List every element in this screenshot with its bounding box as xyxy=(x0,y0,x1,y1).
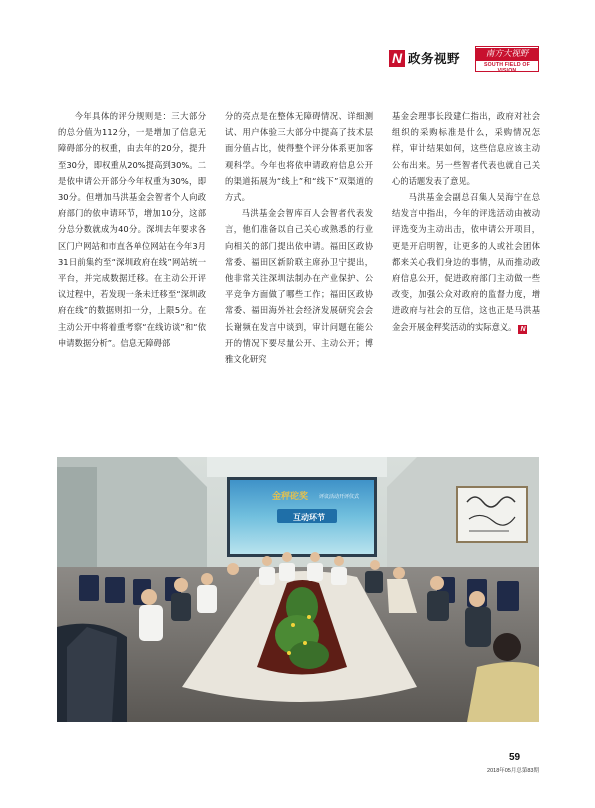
article-column-2 xyxy=(225,108,373,367)
publication-logo xyxy=(475,46,539,72)
article-column-3 xyxy=(392,108,540,335)
publication-name-cn: 南方大视野 xyxy=(476,48,538,61)
meeting-photo-illustration xyxy=(57,457,539,722)
article-paragraph-text: 马洪基金会副总召集人吴海宁在总结发言中指出，今年的评选活动由被动评选变为主动出击，依申请公开项目，更是开启明智，让更多的人或社会团体都来关心我们身边的事情，从而推动政府信息公开，促进政府部门主动做一些改变，加强公众对政府的监督力度，增进政府与社会的互信，这也正是马洪基金会开展金秤奖活动的实际意义。 xyxy=(392,192,540,332)
article-paragraph: 分的亮点是在整体无障碍情况、详细测试、用户体验三大部分中提高了技术层面分值占比，使得整个评分体系更加客观科学。今年也将依申请政府信息公开的渠道拓展为“线上”和“线下”双渠道的方式。 xyxy=(225,111,373,203)
meeting-photo xyxy=(57,457,539,722)
screen-banner: 互动环节 xyxy=(293,513,325,522)
publication-name-en: SOUTH FIELD OF VISION xyxy=(483,62,531,74)
end-of-article-mark: N xyxy=(520,325,526,333)
page-number: 59 xyxy=(509,752,521,763)
article-column-1 xyxy=(58,108,206,351)
article-paragraph: 今年具体的评分规则是：三大部分的总分值为112分，一是增加了信息无障碍部分的权重，由去年的20分，提升至30分，即权重从20%提高到30%。二是依申请公开部分今年权重为30%，即30分。但增加马洪基金会智者个人向政府部门的依申请环节，增加10分，这部分总分数就成为40分。深圳去年要求各区门户网站和市直各单位网站在今年3月31日前集约至“深圳政府在线”网站统一平台，并完成数据迁移。在主动公开评议过程中，若发现一条未迁移至“深圳政府在线”的数据则扣一分，上限5分。在主动公开中将着重考察“在线访谈”和“依申请数据分析”。信息无障碍部 xyxy=(58,111,206,348)
section-logo: N xyxy=(389,50,405,67)
screen-subtitle: 评议活动开评仪式 xyxy=(319,494,360,500)
screen-title: 金秤砣奖 xyxy=(272,492,309,502)
page-header xyxy=(389,46,549,76)
section-name: 政务视野 xyxy=(408,51,461,66)
issue-info: 2018年05月总第83期 xyxy=(487,768,539,774)
article-paragraph xyxy=(392,189,540,335)
article-paragraph: 基金会理事长段建仁指出，政府对社会组织的采购标准是什么，采购情况怎样，审计结果如何，这些信息应该主动公布出来。另一些智者代表也就自己关心的话题发表了意见。 xyxy=(392,111,540,186)
article-paragraph: 马洪基金会智库百人会智者代表发言，他们准备以自己关心或熟悉的行业向相关的部门提出依申请。福田区政协常委、福田区新阶联主席孙卫宁提出，他非常关注深圳法制办在产业保护、公平竞争方面做了哪些工作；福田区政协常委、福田海外社会经济发展研究会会长谢频在发言中谈到，审计问题在能公开的情况下要尽量公开、主动公开；博雅文化研究 xyxy=(225,208,373,365)
